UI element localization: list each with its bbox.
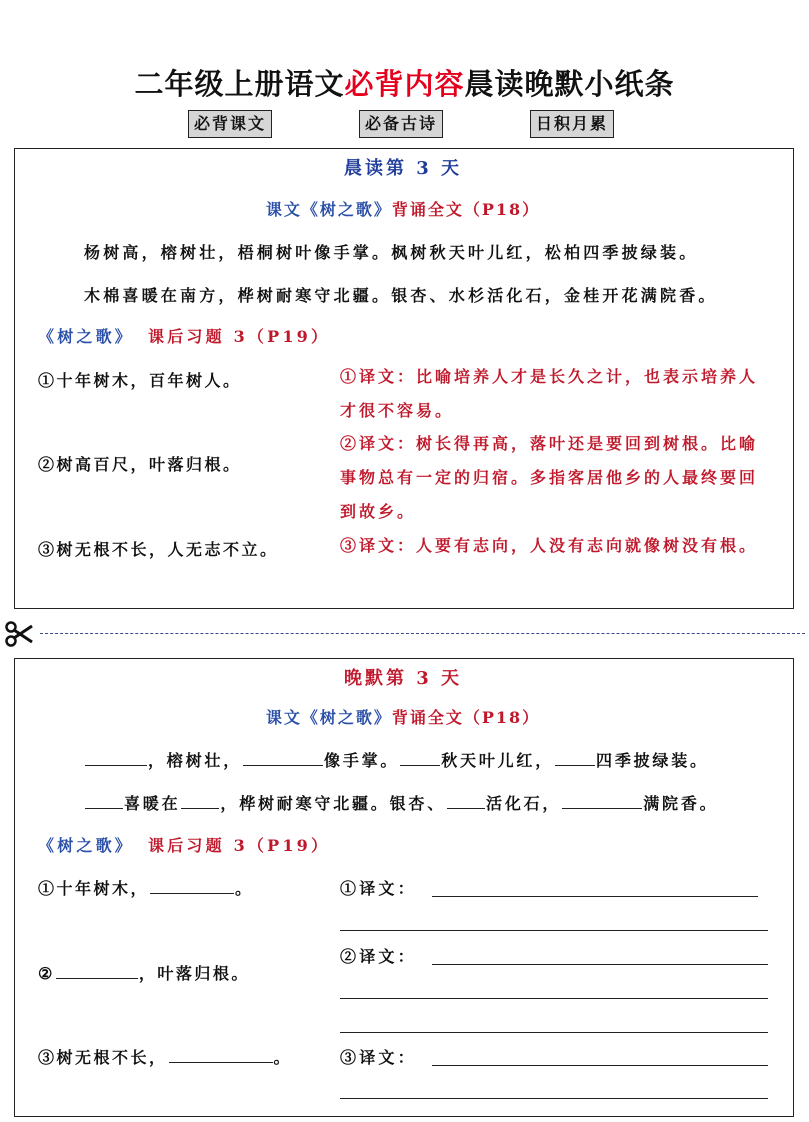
text-segment: 喜暖在	[124, 794, 181, 813]
dictation-question-2	[38, 961, 250, 984]
proverb-3: ③树无根不长，人无志不立。	[38, 540, 279, 559]
cut-line	[40, 633, 805, 634]
dictation-question-3	[38, 1045, 292, 1068]
question-text: ，叶落归根。	[138, 964, 250, 983]
text-segment: ，榕树壮，	[148, 751, 243, 770]
question-text: 。	[235, 879, 254, 898]
title-part-3: 晨读晚默小纸条	[464, 67, 675, 101]
question-text: ①十年树木，	[38, 879, 150, 898]
answer-line[interactable]	[340, 930, 768, 931]
answer-line[interactable]	[340, 1032, 768, 1033]
blank[interactable]	[181, 792, 219, 809]
answer-blank[interactable]	[56, 962, 138, 979]
answer-line[interactable]	[432, 896, 758, 897]
tab-required-texts[interactable]: 必背课文	[188, 110, 272, 138]
text-segment: 满院香。	[643, 794, 719, 813]
dictation-line-1	[84, 748, 709, 771]
lesson-suffix: 背诵全文（P18）	[391, 708, 541, 727]
answer-blank[interactable]	[169, 1046, 273, 1063]
text-segment: 四季披绿装。	[596, 751, 709, 770]
tab-ancient-poems[interactable]: 必备古诗	[359, 110, 443, 138]
lesson-name: 课文《树之歌》	[265, 708, 392, 727]
poem-line-2: 木棉喜暖在南方，桦树耐寒守北疆。银杏、水杉活化石，金桂开花满院香。	[84, 286, 718, 305]
title-highlight: 必背内容	[344, 67, 465, 101]
translation-label-2: ②译文：	[340, 947, 417, 966]
answer-line[interactable]	[340, 998, 768, 999]
evening-exercise-title	[38, 833, 330, 856]
blank[interactable]	[85, 749, 147, 766]
translation-label-3: ③译文：	[340, 1048, 417, 1067]
translation-label-1: ①译文：	[340, 879, 417, 898]
text-segment: 像手掌。	[324, 751, 400, 770]
translation-3: ③译文：人要有志向，人没有志向就像树没有根。	[340, 536, 759, 555]
blank[interactable]	[562, 792, 642, 809]
blank[interactable]	[400, 749, 440, 766]
blank[interactable]	[243, 749, 323, 766]
lesson-name: 课文《树之歌》	[265, 200, 392, 219]
tab-daily-accumulation[interactable]: 日积月累	[530, 110, 614, 138]
question-text: ②	[38, 964, 55, 983]
exercise-name: 《树之歌》	[38, 836, 135, 855]
evening-heading: 晚默第 3 天	[343, 668, 463, 689]
text-segment: 活化石，	[486, 794, 562, 813]
morning-exercise-title	[38, 324, 330, 347]
answer-line[interactable]	[340, 1098, 768, 1099]
answer-blank[interactable]	[150, 877, 234, 894]
answer-line[interactable]	[432, 964, 768, 965]
page-title	[0, 62, 809, 103]
exercise-suffix: 课后习题 3（P19）	[148, 836, 331, 855]
proverb-1: ①十年树木，百年树人。	[38, 371, 242, 390]
dictation-question-1	[38, 876, 254, 899]
title-part-1: 二年级上册语文	[134, 67, 345, 101]
dictation-line-2	[84, 791, 718, 814]
evening-lesson-title	[14, 705, 792, 728]
blank[interactable]	[447, 792, 485, 809]
blank[interactable]	[555, 749, 595, 766]
proverb-2: ②树高百尺，叶落归根。	[38, 455, 242, 474]
question-text: 。	[273, 1048, 293, 1067]
poem-line-1: 杨树高，榕树壮，梧桐树叶像手掌。枫树秋天叶儿红，松柏四季披绿装。	[84, 243, 699, 262]
translation-2: ②译文：树长得再高，落叶还是要回到树根。比喻事物总有一定的归宿。多指客居他乡的人最终要回到故乡。	[340, 434, 759, 521]
question-text: ③树无根不长，	[38, 1048, 168, 1067]
exercise-name: 《树之歌》	[38, 327, 135, 346]
translation-1: ①译文：比喻培养人才是长久之计，也表示培养人才很不容易。	[340, 367, 759, 420]
exercise-suffix: 课后习题 3（P19）	[148, 327, 331, 346]
morning-lesson-title	[14, 197, 792, 220]
morning-heading: 晨读第 3 天	[343, 158, 463, 179]
blank[interactable]	[85, 792, 123, 809]
answer-line[interactable]	[432, 1065, 768, 1066]
text-segment: 秋天叶儿红，	[441, 751, 555, 770]
text-segment: ，桦树耐寒守北疆。银杏、	[220, 794, 447, 813]
lesson-suffix: 背诵全文（P18）	[391, 200, 541, 219]
scissors-icon	[4, 620, 34, 648]
